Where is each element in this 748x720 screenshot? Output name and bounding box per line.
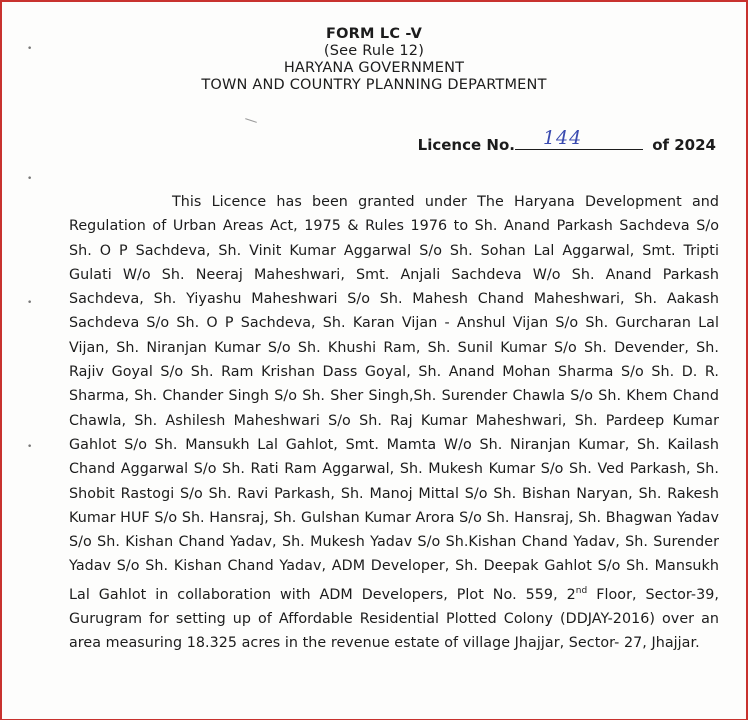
licence-year: of 2024 bbox=[652, 136, 716, 154]
scan-mark bbox=[245, 118, 257, 123]
government-name: HARYANA GOVERNMENT bbox=[283, 60, 465, 76]
rule-reference: (See Rule 12) bbox=[323, 43, 425, 59]
scan-mark: • bbox=[27, 174, 33, 184]
licence-number-handwritten: 144 bbox=[542, 127, 583, 149]
scan-mark: • bbox=[27, 442, 33, 452]
licence-label: Licence No. bbox=[417, 136, 515, 154]
licence-number-line bbox=[417, 127, 716, 154]
licence-number-blank bbox=[515, 127, 643, 150]
paragraph-text-part-2: Floor, Sector-39, Gurugram for setting up of Affordable Residential Plotted Colony (DDJAY-2016) over an area measuring 18.325 acres in the revenue estate of village Jhajjar, Sector- 27, Jhajjar. bbox=[69, 586, 720, 652]
scan-mark: • bbox=[27, 298, 33, 308]
form-title: FORM LC -V bbox=[326, 26, 422, 42]
paragraph-text-part-1: This Licence has been granted under The Haryana Development and Regulation of Urban Areas Act, 1975 & Rules 1976 to Sh. Anand Parkash Sachdeva S/o Sh. O P Sachdeva, Sh. Vinit Kumar Aggarwal S/o Sh. Sohan Lal Aggarwal, Smt. Tripti Gulati W/o Sh. Neeraj Maheshwari, Smt. Anjali Sachdeva W/o Sh. Anand Parkash Sachdeva, Sh. Yiyashu Maheshwari S/o Sh. Mahesh Chand Maheshwari, Sh. Aakash Sachdeva S/o Sh. O P Sachdeva, Sh. Karan Vijan - Anshul Vijan S/o Sh. Gurcharan Lal Vijan, Sh. Niranjan Kumar S/o Sh. Khushi Ram, Sh. Sunil Kumar S/o Sh. Devender, Sh. Rajiv Goyal S/o Sh. Ram Krishan Dass Goyal, Sh. Anand Mohan Sharma S/o Sh. D. R. Sharma, Sh. Chander Singh S/o Sh. Sher Singh,Sh. Surender Chawla S/o Sh. Khem Chand Chawla, Sh. Ashilesh Maheshwari S/o Sh. Raj Kumar Maheshwari, Sh. Pardeep Kumar Gahlot S/o Sh. Mansukh Lal Gahlot, Smt. Mamta W/o Sh. Niranjan Kumar, Sh. Kailash Chand Aggarwal S/o Sh. Rati Ram Aggarwal, Sh. Mukesh Kumar S/o Sh. Ved Parkash, Sh. Shobit Rastogi S/o Sh. Ravi Parkash, Sh. Manoj Mittal S/o Sh. Bishan Naryan, Sh. Rakesh Kumar HUF S/o Sh. Hansraj, Sh. Gulshan Kumar Arora S/o Sh. Hansraj, Sh. Bhagwan Yadav S/o Sh. Kishan Chand Yadav, Sh. Mukesh Yadav S/o Sh.Kishan Chand Yadav, Sh. Surender Yadav S/o Sh. Kishan Chand Yadav, ADM Developer, Sh. Deepak Gahlot S/o Sh. Mansukh Lal Gahlot in collaboration with ADM Developers, Plot No. 559, 2 bbox=[69, 194, 719, 603]
department-name: TOWN AND COUNTRY PLANNING DEPARTMENT bbox=[201, 77, 547, 93]
scan-mark: • bbox=[27, 44, 33, 54]
form-header bbox=[2, 26, 746, 94]
licence-body-paragraph bbox=[69, 190, 719, 655]
floor-superscript: nd bbox=[575, 585, 588, 596]
